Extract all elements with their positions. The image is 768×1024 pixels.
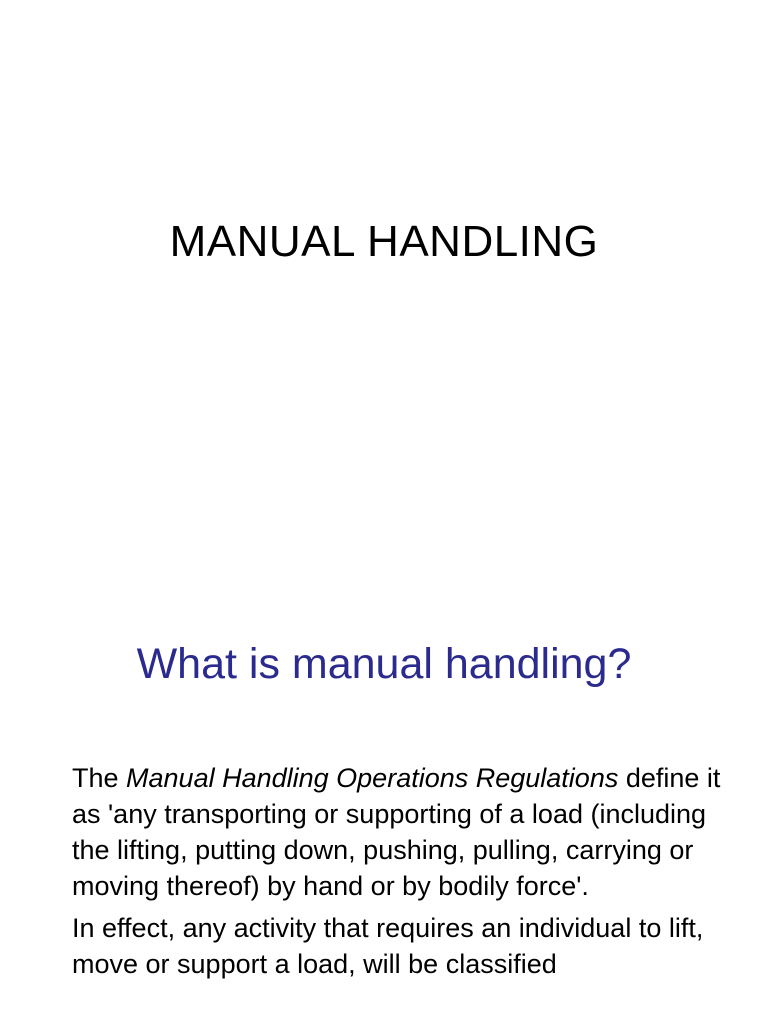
body-text [72, 760, 732, 988]
definition-paragraph [72, 760, 732, 904]
definition-text: define it as 'any transporting or supporting of a load (including the lifting, putting down, pushing, pulling, carrying or moving thereof) by hand or by bodily force'. [72, 763, 721, 901]
slide-title: MANUAL HANDLING [169, 217, 599, 266]
regulations-name: Manual Handling Operations Regulations [126, 763, 619, 793]
section-heading: What is manual handling? [136, 640, 632, 688]
definition-lead: The [72, 763, 127, 793]
effect-paragraph: In effect, any activity that requires an individual to lift, move or support a load, will be classified [72, 913, 704, 979]
